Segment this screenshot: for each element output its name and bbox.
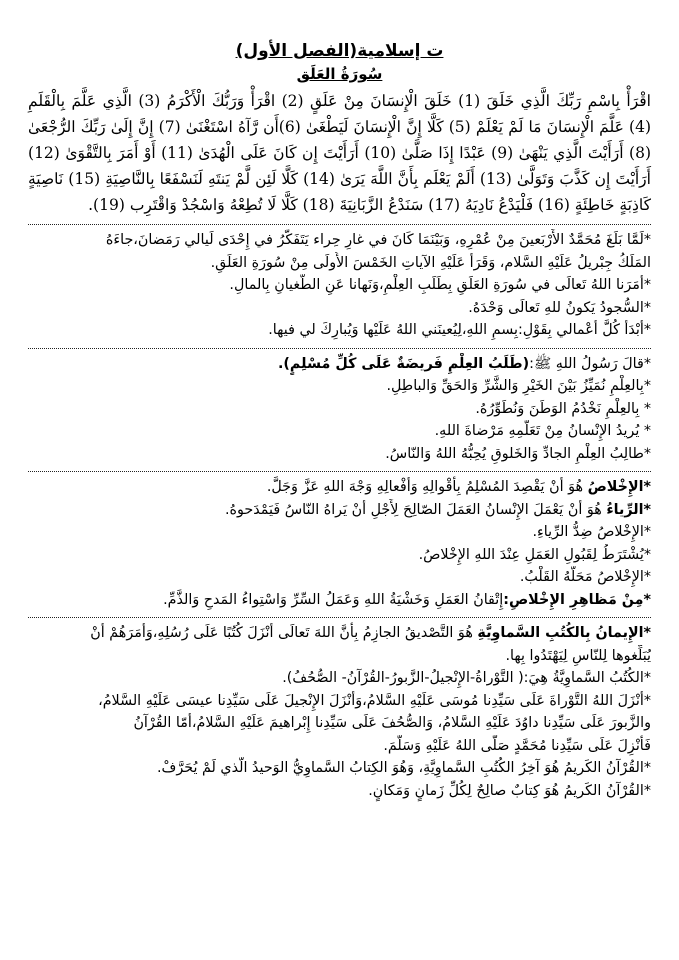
revelation-line: *لَمَّا بَلَغَ مُحَمَّدٌ الأَرْبَعينَ مِنْ عُمْرِهِ، وَبَيْنَمَا كَانَ في غارِ حِراء يَتَفَكَّرُ في إِحْدَى لَيالي رَمَضانَ،جاءَهُ [105,232,651,248]
revealed-line: والزَّبورَ عَلَى سَيِّدِنا داوُدَ عَلَيْهِ السَّلامُ، وَالصُّحُفَ عَلَى سَيِّدِنا إِبْراهيمَ عَلَيْهِ السَّلامُ،أَمّا القُرْآنُ [133,715,651,731]
iman-term: *الإِيمانُ بِالكُتُبِ السَّماوِيَّةِ [477,625,651,641]
signs-term: *مِنْ مَظاهِرِ الإِخْلاصِ: [503,591,651,608]
ikhlas-line: *يُشْتَرَطُ لِقَبُولِ العَمَلِ عِنْدَ اللهِ الإِخْلاصُ. [418,546,651,563]
page-title: ت إسلامية(الفصل الأول) [235,41,444,61]
books-list: *الكُتُبُ السَّماوِيَّةُ هِيَ:( التَّوْراةُ-الإِنْجيلُ-الزَّبورُ-القُرْآنُ- الصُّحُفُ). [282,670,651,686]
surah-text: اقْرَأْ بِاسْمِ رَبِّكَ الَّذِي خَلَقَ (1) خَلَقَ الْإِنسَانَ مِنْ عَلَقٍ (2) اقْرَأْ وَرَبُّكَ الْأَكْرَمُ (3) الَّذِي عَلَّمَ بِالْقَلَمِ (4) عَلَّمَ الْإِنسَانَ مَا لَمْ يَعْلَمْ (5) كَلَّا إِنَّ الْإِنسَانَ لَيَطْغَىٰ (6)أَن رَّآهُ اسْتَغْنَىٰ (7) إِنَّ إِلَىٰ رَبِّكَ الرُّجْعَىٰ (8) أَرَأَيْتَ الَّذِي يَنْهَىٰ (9) عَبْدًا إِذَا صَلَّىٰ (10) أَرَأَيْتَ إِن كَانَ عَلَى الْهُدَىٰ (11) أَوْ أَمَرَ بِالتَّقْوَىٰ (12) أَرَأَيْتَ إِن كَذَّبَ وَتَوَلَّىٰ (13) أَلَمْ يَعْلَم بِأَنَّ اللَّهَ يَرَىٰ (14) كَلَّا لَئِن لَّمْ يَنتَهِ لَنَسْفَعًا بِالنَّاصِيَةِ (15) نَاصِيَةٍ كَاذِبَةٍ خَاطِئَةٍ (16) فَلْيَدْعُ نَادِيَهُ (17) سَنَدْعُ الزَّبَانِيَةَ (18) كَلَّا لَا تُطِعْهُ وَاسْجُدْ وَاقْتَرِب (19). [28,92,651,214]
revelation-line: *أَمَرَنا اللهُ تَعالَى في سُورَةِ العَلَقِ بِطَلَبِ العِلْمِ،وَنَهانا عَنِ الطُّغيانِ بِالمالِ. [229,277,651,293]
section-books [28,622,651,802]
ikhlas-signs [28,589,651,612]
section-knowledge [28,353,651,466]
ikhlas-text: هُوَ أَنْ يَقْصِدَ المُسْلِمُ بِأَقْوالِهِ وَأَفْعالِهِ وَجْهَ اللهِ عَزَّ وَجَلَّ. [266,479,588,495]
quran-line: *القُرْآنُ الكَريمُ هُوَ آخِرُ الكُتُبِ السَّماوِيَّةِ، وَهُوَ الكِتابُ السَّماوِيُّ الوَحيدُ الَّذي لَمْ يُحَرَّفْ. [157,760,651,776]
revelation-line: *السُّجودُ يَكونُ للهِ تَعالَى وَحْدَهُ. [468,299,651,316]
iman-definition [28,622,651,645]
revealed-line: فَأُنْزِلَ عَلَى سَيِّدِنا مُحَمَّدٍ صَلَّى اللهُ عَلَيْهِ وَسَلَّمَ. [383,737,651,754]
iman-continuation: يُبَلِّغوها لِلنّاسِ لِيَهْتَدُوا بِها. [505,647,651,664]
surah-title: سُورَةُ العَلَق [296,65,383,83]
hadith-line [28,353,651,376]
revelation-line: المَلَكُ جِبْريلُ عَلَيْهِ السَّلام، وَقَرَأَ عَلَيْهِ الآياتِ الخَمْسَ الأُولَى مِنْ سُورَةِ العَلَقِ. [210,254,651,271]
riya-term: *الرِّياءُ [606,501,651,518]
quran-line: *القُرْآنُ الكَريمُ هُوَ كِتابٌ صالِحٌ لِكُلِّ زَمانٍ وَمَكانٍ. [368,782,651,799]
divider [28,348,651,349]
knowledge-line: * بِالعِلْمِ نَخْدُمُ الوَطَنَ وَنُطَوِّرُهُ. [475,400,651,417]
knowledge-line: *بِالعِلْمِ نُمَيِّزُ بَيْنَ الخَيْرِ وَالشَّرِّ وَالحَقِّ وَالباطِلِ. [386,378,651,394]
hadith-prefix: *قالَ رَسُولُ اللهِ ﷺ: [529,355,651,372]
ikhlas-line: *الإِخْلاصُ ضِدُّ الرِّياءِ. [532,524,651,540]
section-revelation [28,229,651,342]
divider [28,617,651,618]
knowledge-line: *طالِبُ العِلْمِ الجادِّ وَالخَلوقِ يُحِبُّهُ اللهُ وَالنّاسُ. [385,445,651,462]
riya-definition [28,499,651,522]
revealed-line: *أَنْزَلَ اللهُ التَّوْراةَ عَلَى سَيِّدِنا مُوسَى عَلَيْهِ السَّلامُ،وَأَنْزَلَ الإِنْجيلَ عَلَى سَيِّدِنا عيسَى عَلَيْهِ السَّلامُ، [98,692,651,709]
divider [28,471,651,472]
divider [28,224,651,225]
hadith-text: (طَلَبُ العِلْمِ فَريضَةٌ عَلَى كُلِّ مُسْلِمٍ). [277,355,530,372]
knowledge-line: * يُريدُ الإِنْسانُ مِنْ تَعَلُّمِهِ مَرْضاةَ اللهِ. [434,423,651,439]
signs-text: إِتْقانُ العَمَلِ وَخَشْيَةُ اللهِ وَعَمَلُ السِّرِّ وَاسْتِواءُ المَدحِ وَالذَّمِّ. [163,591,504,608]
section-ikhlas [28,476,651,611]
iman-text: هُوَ التَّصْديقُ الجازِمُ بِأَنَّ اللهَ تَعالَى أَنْزَلَ كُتُبًا عَلَى رُسُلِهِ،وَأَمَرَهُمْ أَنْ [90,625,478,641]
ikhlas-line: *الإِخْلاصُ مَحَلُّهُ القَلْبُ. [519,569,651,585]
revelation-line: *أَبْدَأُ كُلَّ أَعْمالي بِقَوْلِ:بِسمِ اللهِ،لِيُعينَني اللهُ عَلَيْها وَيُبارِكَ لي فيها. [268,322,651,338]
ikhlas-term: *الإِخْلاصُ [587,479,651,495]
ikhlas-definition [28,476,651,499]
riya-text: هُوَ أَنْ يَعْمَلَ الإِنْسانُ العَمَلَ الصّالِحَ لِأَجْلِ أَنْ يَراهُ النّاسُ فَيَمْدَحوهُ. [225,501,607,518]
